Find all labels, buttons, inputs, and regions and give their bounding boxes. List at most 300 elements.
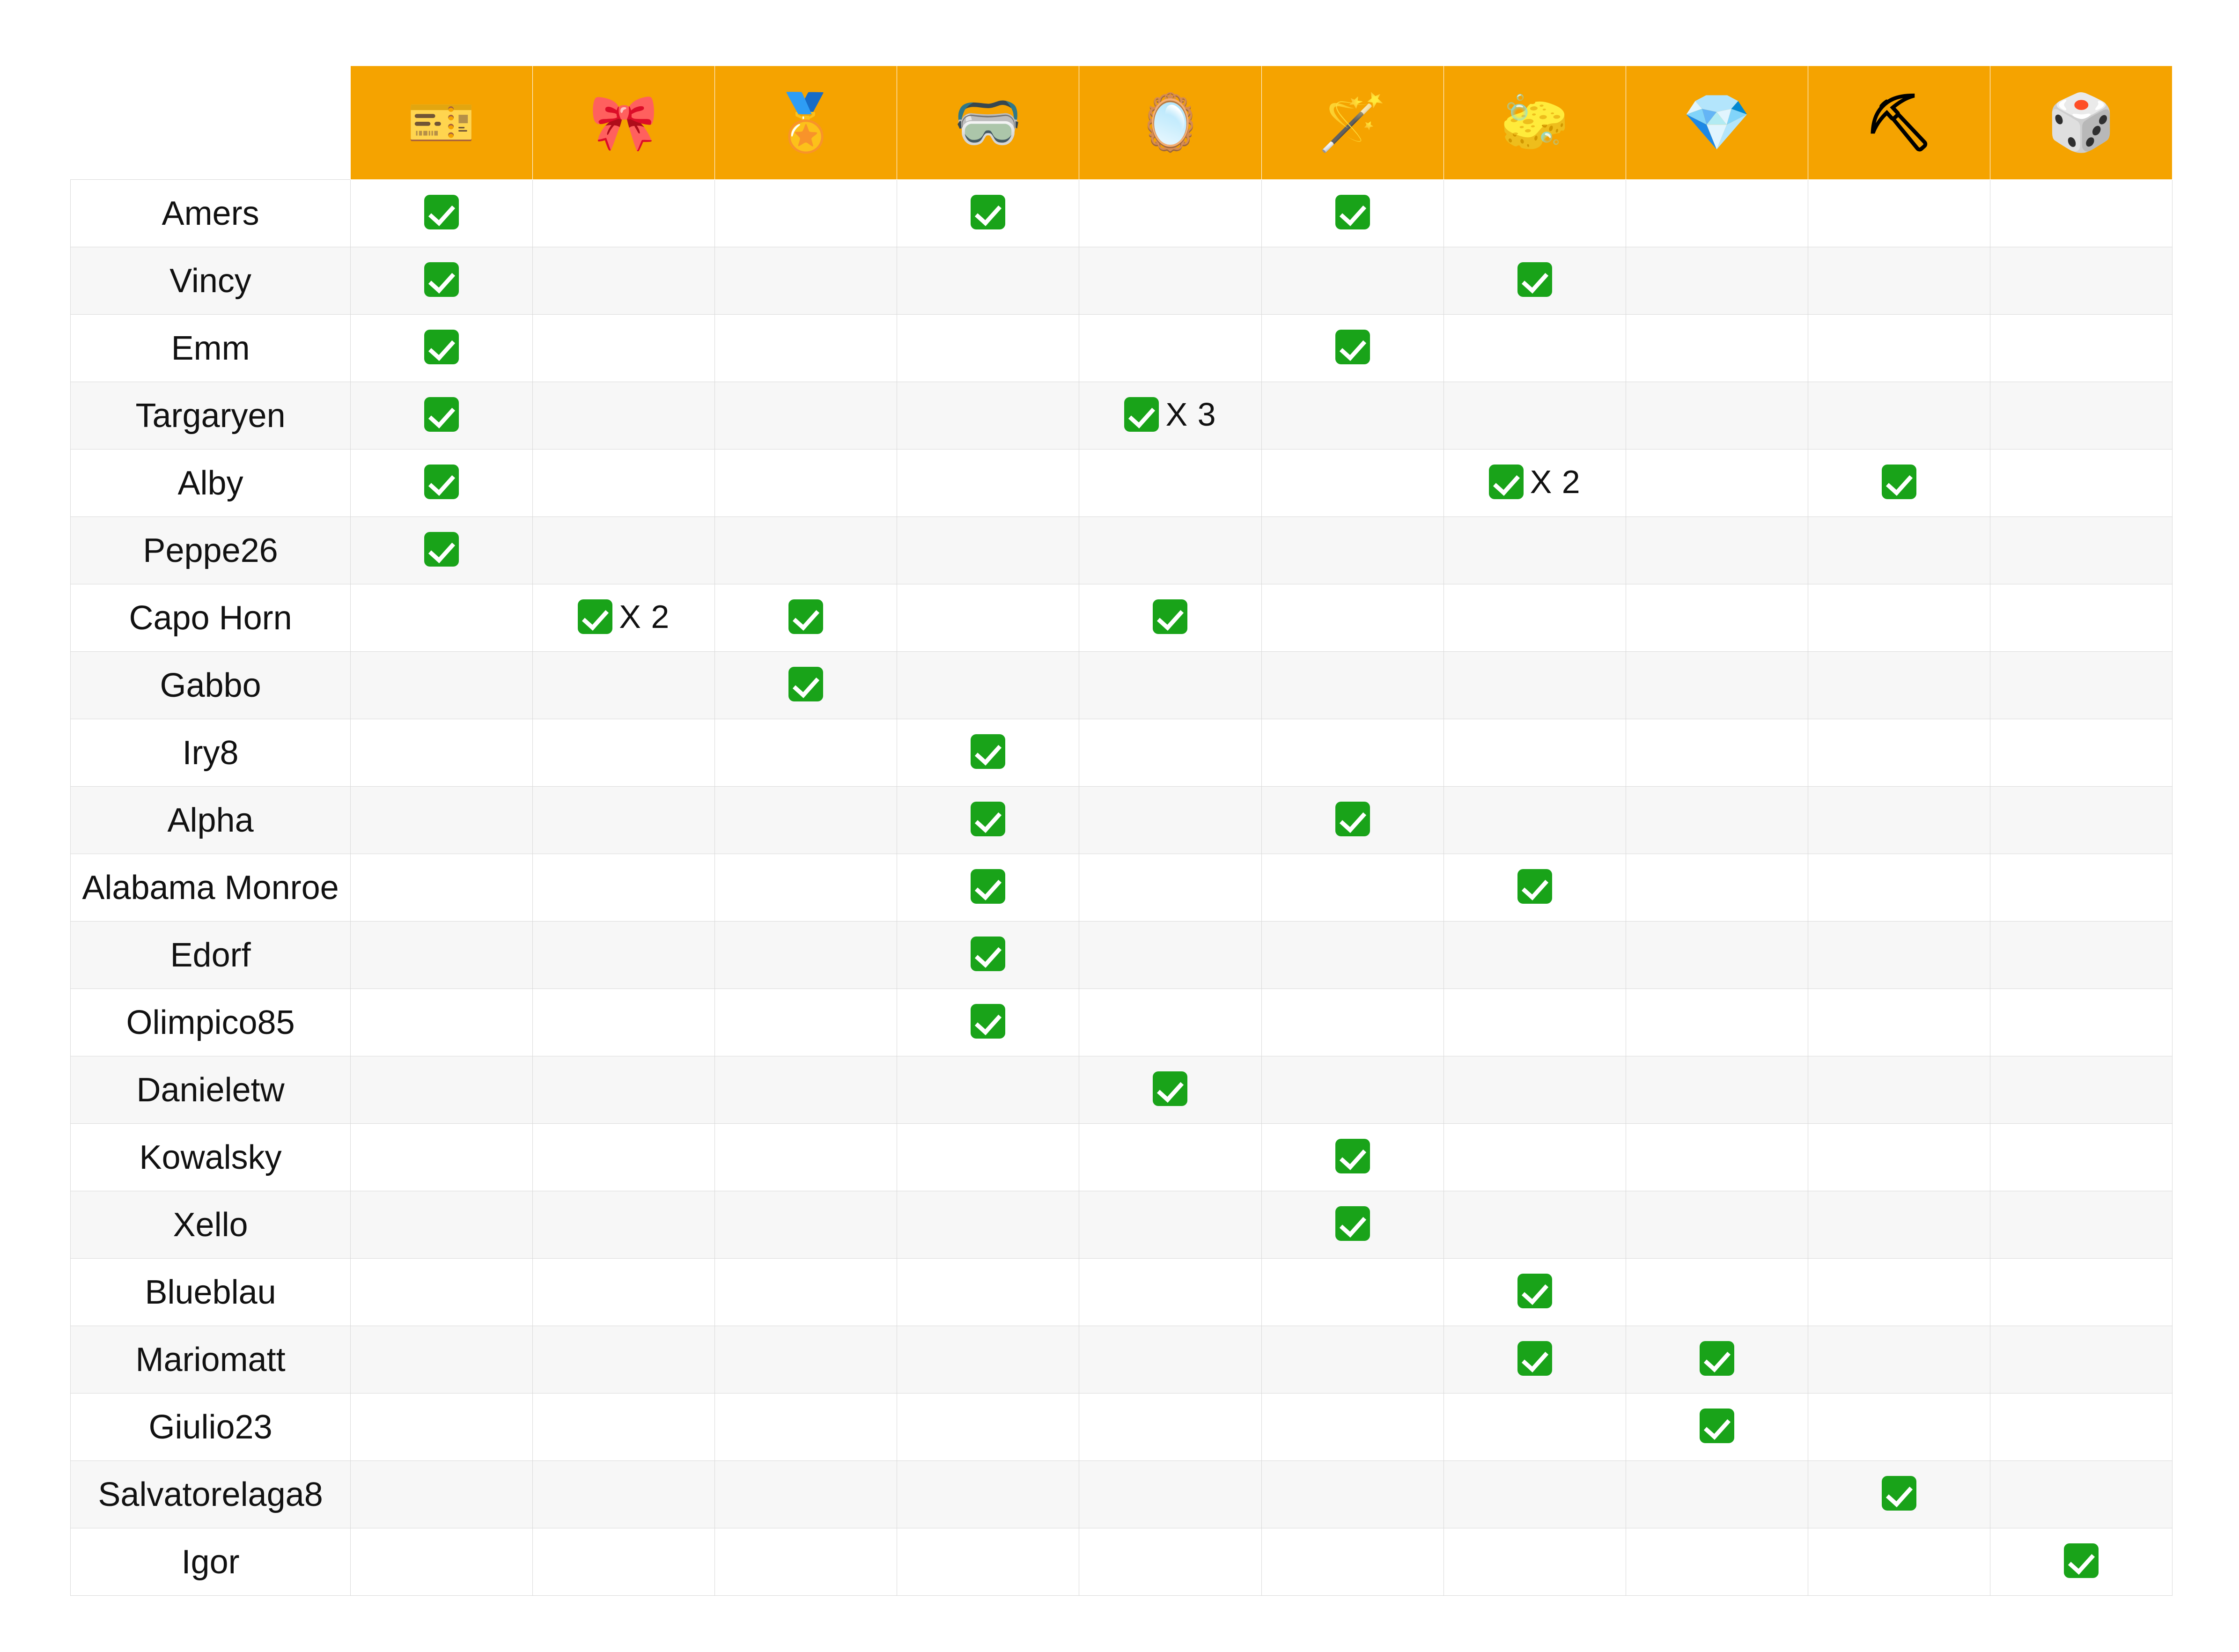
- cell-mirror[interactable]: [1079, 450, 1261, 517]
- cell-dice[interactable]: [1990, 450, 2172, 517]
- row-label[interactable]: Igor: [71, 1528, 351, 1596]
- cell-gem[interactable]: [1626, 517, 1808, 584]
- cell-ticket[interactable]: [351, 1461, 533, 1528]
- cell-sponge[interactable]: [1444, 1326, 1626, 1394]
- cell-ticket[interactable]: [351, 652, 533, 719]
- cell-dice[interactable]: [1990, 922, 2172, 989]
- cell-hammer[interactable]: [1808, 1191, 1990, 1259]
- table-row: [71, 922, 2173, 989]
- check-mark-icon: [424, 532, 459, 567]
- cell-goggles[interactable]: [897, 1394, 1079, 1461]
- cell-ribbon[interactable]: [533, 382, 715, 450]
- cell-ribbon[interactable]: [533, 1461, 715, 1528]
- cell-ribbon[interactable]: [533, 1191, 715, 1259]
- cell-mirror[interactable]: [1079, 1394, 1261, 1461]
- cell-sponge[interactable]: [1444, 922, 1626, 989]
- cell-hammer[interactable]: [1808, 989, 1990, 1056]
- checkmark-group: [971, 734, 1005, 769]
- cell-wand[interactable]: [1261, 1461, 1444, 1528]
- cell-ribbon[interactable]: [533, 1124, 715, 1191]
- cell-sponge[interactable]: [1444, 517, 1626, 584]
- cell-medal[interactable]: [715, 1056, 897, 1124]
- column-header-gem[interactable]: [1626, 66, 1808, 180]
- row-label[interactable]: Danieletw: [71, 1056, 351, 1124]
- cell-dice[interactable]: [1990, 315, 2172, 382]
- check-mark-icon: [424, 397, 459, 432]
- cell-ticket[interactable]: [351, 1124, 533, 1191]
- hand-mirror-icon: 🪞: [1136, 92, 1205, 154]
- cell-hammer[interactable]: [1808, 652, 1990, 719]
- row-label[interactable]: Peppe26: [71, 517, 351, 584]
- cell-goggles[interactable]: [897, 1259, 1079, 1326]
- cell-medal[interactable]: [715, 1259, 897, 1326]
- check-mark-icon: [1335, 1206, 1370, 1241]
- table-row: [71, 1191, 2173, 1259]
- table-row: [71, 180, 2173, 247]
- cell-medal[interactable]: [715, 180, 897, 247]
- cell-ribbon[interactable]: [533, 1056, 715, 1124]
- cell-gem[interactable]: [1626, 315, 1808, 382]
- row-label[interactable]: Amers: [71, 180, 351, 247]
- cell-ticket[interactable]: [351, 382, 533, 450]
- cell-ribbon[interactable]: [533, 517, 715, 584]
- checkmark-group: [971, 869, 1005, 904]
- column-header-dice[interactable]: [1990, 66, 2172, 180]
- cell-mirror[interactable]: [1079, 584, 1261, 652]
- cell-gem[interactable]: [1626, 1191, 1808, 1259]
- cell-dice[interactable]: [1990, 180, 2172, 247]
- table-row: [71, 1461, 2173, 1528]
- cell-sponge[interactable]: [1444, 854, 1626, 922]
- cell-medal[interactable]: [715, 1124, 897, 1191]
- goggles-icon: 🥽: [953, 92, 1023, 154]
- cell-ticket[interactable]: [351, 989, 533, 1056]
- cell-wand[interactable]: [1261, 1259, 1444, 1326]
- cell-goggles[interactable]: [897, 922, 1079, 989]
- cell-wand[interactable]: [1261, 1056, 1444, 1124]
- table-row: [71, 1056, 2173, 1124]
- table-header: [71, 66, 2173, 180]
- checklist-table: [70, 66, 2173, 1596]
- cell-mirror[interactable]: [1079, 247, 1261, 315]
- cell-dice[interactable]: [1990, 1056, 2172, 1124]
- cell-sponge[interactable]: [1444, 1528, 1626, 1596]
- quantity-label: X 2: [619, 598, 670, 635]
- cell-hammer[interactable]: [1808, 719, 1990, 787]
- cell-wand[interactable]: [1261, 922, 1444, 989]
- cell-mirror[interactable]: [1079, 1528, 1261, 1596]
- table-row: [71, 584, 2173, 652]
- table-row: [71, 1326, 2173, 1394]
- cell-mirror[interactable]: [1079, 1191, 1261, 1259]
- cell-goggles[interactable]: [897, 517, 1079, 584]
- check-mark-icon: [1335, 802, 1370, 836]
- cell-ticket[interactable]: [351, 1326, 533, 1394]
- cell-goggles[interactable]: [897, 1461, 1079, 1528]
- cell-wand[interactable]: [1261, 1528, 1444, 1596]
- cell-dice[interactable]: [1990, 247, 2172, 315]
- check-mark-icon: [424, 262, 459, 297]
- column-header-hammer[interactable]: [1808, 66, 1990, 180]
- cell-mirror[interactable]: [1079, 180, 1261, 247]
- cell-mirror[interactable]: [1079, 719, 1261, 787]
- cell-goggles[interactable]: [897, 1528, 1079, 1596]
- cell-dice[interactable]: [1990, 1326, 2172, 1394]
- cell-hammer[interactable]: [1808, 382, 1990, 450]
- row-label[interactable]: Emm: [71, 315, 351, 382]
- cell-goggles[interactable]: [897, 180, 1079, 247]
- column-header-ribbon[interactable]: [533, 66, 715, 180]
- cell-hammer[interactable]: [1808, 1461, 1990, 1528]
- cell-medal[interactable]: [715, 854, 897, 922]
- header-corner-cell: [71, 66, 351, 180]
- cell-wand[interactable]: [1261, 517, 1444, 584]
- cell-goggles[interactable]: [897, 450, 1079, 517]
- cell-ribbon[interactable]: [533, 787, 715, 854]
- row-label[interactable]: Blueblau: [71, 1259, 351, 1326]
- cell-gem[interactable]: [1626, 922, 1808, 989]
- cell-dice[interactable]: [1990, 1528, 2172, 1596]
- cell-ticket[interactable]: [351, 1056, 533, 1124]
- checkmark-group: [1700, 1409, 1734, 1443]
- check-mark-icon: [1153, 599, 1187, 634]
- cell-ribbon[interactable]: [533, 1259, 715, 1326]
- cell-medal[interactable]: [715, 652, 897, 719]
- cell-ticket[interactable]: [351, 517, 533, 584]
- cell-ribbon[interactable]: [533, 652, 715, 719]
- checkmark-group: [1517, 1274, 1552, 1308]
- checkmark-group: [1882, 465, 1916, 499]
- check-mark-icon: [1335, 1139, 1370, 1173]
- cell-ticket[interactable]: [351, 315, 533, 382]
- check-mark-icon: [971, 937, 1005, 971]
- cell-ribbon[interactable]: [533, 1326, 715, 1394]
- cell-ribbon[interactable]: [533, 1394, 715, 1461]
- table-body: [71, 180, 2173, 1596]
- cell-gem[interactable]: [1626, 584, 1808, 652]
- cell-hammer[interactable]: [1808, 517, 1990, 584]
- cell-wand[interactable]: [1261, 1124, 1444, 1191]
- row-label[interactable]: Olimpico85: [71, 989, 351, 1056]
- cell-goggles[interactable]: [897, 1326, 1079, 1394]
- cell-gem[interactable]: [1626, 1259, 1808, 1326]
- cell-hammer[interactable]: [1808, 1124, 1990, 1191]
- cell-ticket[interactable]: [351, 719, 533, 787]
- row-label[interactable]: Mariomatt: [71, 1326, 351, 1394]
- cell-mirror[interactable]: [1079, 1124, 1261, 1191]
- sports-medal-icon: 🏅: [771, 92, 840, 154]
- row-label[interactable]: Edorf: [71, 922, 351, 989]
- cell-ticket[interactable]: [351, 180, 533, 247]
- cell-mirror[interactable]: [1079, 382, 1261, 450]
- table-row: [71, 989, 2173, 1056]
- cell-hammer[interactable]: [1808, 450, 1990, 517]
- cell-dice[interactable]: [1990, 854, 2172, 922]
- cell-goggles[interactable]: [897, 719, 1079, 787]
- cell-sponge[interactable]: [1444, 719, 1626, 787]
- column-header-sponge[interactable]: [1444, 66, 1626, 180]
- cell-dice[interactable]: [1990, 652, 2172, 719]
- cell-hammer[interactable]: [1808, 1528, 1990, 1596]
- cell-wand[interactable]: [1261, 719, 1444, 787]
- cell-medal[interactable]: [715, 450, 897, 517]
- cell-mirror[interactable]: [1079, 517, 1261, 584]
- check-mark-icon: [788, 599, 823, 634]
- cell-sponge[interactable]: [1444, 989, 1626, 1056]
- cell-mirror[interactable]: [1079, 854, 1261, 922]
- check-mark-icon: [1489, 465, 1524, 499]
- cell-hammer[interactable]: [1808, 247, 1990, 315]
- cell-dice[interactable]: [1990, 1191, 2172, 1259]
- cell-dice[interactable]: [1990, 787, 2172, 854]
- cell-sponge[interactable]: [1444, 1056, 1626, 1124]
- table-row: [71, 1259, 2173, 1326]
- checkmark-group: [1335, 802, 1370, 836]
- cell-sponge[interactable]: [1444, 787, 1626, 854]
- cell-hammer[interactable]: [1808, 584, 1990, 652]
- cell-mirror[interactable]: [1079, 922, 1261, 989]
- cell-gem[interactable]: [1626, 652, 1808, 719]
- row-label[interactable]: Xello: [71, 1191, 351, 1259]
- cell-ribbon[interactable]: [533, 180, 715, 247]
- cell-medal[interactable]: [715, 787, 897, 854]
- row-label[interactable]: Iry8: [71, 719, 351, 787]
- cell-gem[interactable]: [1626, 450, 1808, 517]
- cell-wand[interactable]: [1261, 180, 1444, 247]
- cell-goggles[interactable]: [897, 247, 1079, 315]
- cell-goggles[interactable]: [897, 584, 1079, 652]
- check-mark-icon: [1517, 869, 1552, 904]
- cell-dice[interactable]: [1990, 1259, 2172, 1326]
- check-mark-icon: [971, 1004, 1005, 1039]
- cell-gem[interactable]: [1626, 989, 1808, 1056]
- cell-medal[interactable]: [715, 315, 897, 382]
- cell-ticket[interactable]: [351, 1394, 533, 1461]
- cell-sponge[interactable]: [1444, 1124, 1626, 1191]
- cell-medal[interactable]: [715, 1461, 897, 1528]
- cell-ticket[interactable]: [351, 247, 533, 315]
- cell-medal[interactable]: [715, 517, 897, 584]
- quantity-label: X 2: [1530, 464, 1581, 500]
- cell-ticket[interactable]: [351, 854, 533, 922]
- checkmark-group: [424, 465, 459, 499]
- column-header-mirror[interactable]: [1079, 66, 1261, 180]
- cell-hammer[interactable]: [1808, 315, 1990, 382]
- cell-sponge[interactable]: [1444, 1259, 1626, 1326]
- cell-medal[interactable]: [715, 382, 897, 450]
- cell-medal[interactable]: [715, 1394, 897, 1461]
- cell-wand[interactable]: [1261, 247, 1444, 315]
- cell-medal[interactable]: [715, 922, 897, 989]
- cell-medal[interactable]: [715, 247, 897, 315]
- row-label[interactable]: Giulio23: [71, 1394, 351, 1461]
- ticket-icon: 🎫: [407, 92, 476, 154]
- cell-mirror[interactable]: [1079, 1461, 1261, 1528]
- checkmark-group: [971, 195, 1005, 229]
- cell-mirror[interactable]: [1079, 1259, 1261, 1326]
- check-mark-icon: [1124, 397, 1159, 432]
- row-label[interactable]: Alpha: [71, 787, 351, 854]
- cell-goggles[interactable]: [897, 652, 1079, 719]
- cell-medal[interactable]: [715, 1326, 897, 1394]
- cell-hammer[interactable]: [1808, 1394, 1990, 1461]
- cell-goggles[interactable]: [897, 382, 1079, 450]
- cell-hammer[interactable]: [1808, 1326, 1990, 1394]
- cell-wand[interactable]: [1261, 584, 1444, 652]
- cell-ribbon[interactable]: [533, 315, 715, 382]
- cell-gem[interactable]: [1626, 854, 1808, 922]
- cell-goggles[interactable]: [897, 989, 1079, 1056]
- cell-medal[interactable]: [715, 584, 897, 652]
- cell-dice[interactable]: [1990, 1461, 2172, 1528]
- cell-sponge[interactable]: [1444, 382, 1626, 450]
- cell-gem[interactable]: [1626, 180, 1808, 247]
- cell-hammer[interactable]: [1808, 922, 1990, 989]
- cell-ticket[interactable]: [351, 1259, 533, 1326]
- cell-mirror[interactable]: [1079, 989, 1261, 1056]
- cell-ticket[interactable]: [351, 1528, 533, 1596]
- cell-ribbon[interactable]: [533, 719, 715, 787]
- cell-goggles[interactable]: [897, 1056, 1079, 1124]
- cell-ribbon[interactable]: [533, 922, 715, 989]
- cell-dice[interactable]: [1990, 719, 2172, 787]
- cell-dice[interactable]: [1990, 989, 2172, 1056]
- checkmark-group: [788, 667, 823, 701]
- cell-ribbon[interactable]: [533, 854, 715, 922]
- column-header-ticket[interactable]: [351, 66, 533, 180]
- cell-goggles[interactable]: [897, 315, 1079, 382]
- cell-gem[interactable]: [1626, 1124, 1808, 1191]
- cell-sponge[interactable]: [1444, 247, 1626, 315]
- cell-hammer[interactable]: [1808, 787, 1990, 854]
- cell-sponge[interactable]: [1444, 1191, 1626, 1259]
- cell-sponge[interactable]: [1444, 652, 1626, 719]
- checkmark-group: [1153, 599, 1187, 634]
- cell-goggles[interactable]: [897, 1124, 1079, 1191]
- cell-hammer[interactable]: [1808, 1259, 1990, 1326]
- cell-hammer[interactable]: [1808, 180, 1990, 247]
- cell-goggles[interactable]: [897, 854, 1079, 922]
- table-row: [71, 719, 2173, 787]
- cell-sponge[interactable]: [1444, 315, 1626, 382]
- cell-ticket[interactable]: [351, 584, 533, 652]
- checkmark-group: [1335, 1206, 1370, 1241]
- row-label[interactable]: Capo Horn: [71, 584, 351, 652]
- cell-gem[interactable]: [1626, 1461, 1808, 1528]
- cell-dice[interactable]: [1990, 382, 2172, 450]
- column-header-goggles[interactable]: [897, 66, 1079, 180]
- cell-gem[interactable]: [1626, 1394, 1808, 1461]
- cell-ticket[interactable]: [351, 922, 533, 989]
- cell-gem[interactable]: [1626, 719, 1808, 787]
- cell-gem[interactable]: [1626, 1528, 1808, 1596]
- check-mark-icon: [1700, 1409, 1734, 1443]
- cell-ticket[interactable]: [351, 787, 533, 854]
- cell-wand[interactable]: [1261, 652, 1444, 719]
- table-row: [71, 517, 2173, 584]
- cell-ribbon[interactable]: [533, 584, 715, 652]
- cell-gem[interactable]: [1626, 787, 1808, 854]
- column-header-medal[interactable]: [715, 66, 897, 180]
- cell-ribbon[interactable]: [533, 1528, 715, 1596]
- check-mark-icon: [1153, 1071, 1187, 1106]
- check-mark-icon: [971, 802, 1005, 836]
- table-row: [71, 247, 2173, 315]
- row-label[interactable]: Vincy: [71, 247, 351, 315]
- cell-wand[interactable]: [1261, 1394, 1444, 1461]
- cell-sponge[interactable]: [1444, 1461, 1626, 1528]
- cell-mirror[interactable]: [1079, 787, 1261, 854]
- cell-wand[interactable]: [1261, 989, 1444, 1056]
- cell-dice[interactable]: [1990, 1124, 2172, 1191]
- checkmark-group: [1882, 1476, 1916, 1511]
- cell-mirror[interactable]: [1079, 315, 1261, 382]
- cell-ribbon[interactable]: [533, 450, 715, 517]
- cell-mirror[interactable]: [1079, 1326, 1261, 1394]
- cell-sponge[interactable]: [1444, 180, 1626, 247]
- table-row: [71, 854, 2173, 922]
- cell-hammer[interactable]: [1808, 854, 1990, 922]
- checkmark-group: [424, 397, 459, 432]
- row-label[interactable]: Alabama Monroe: [71, 854, 351, 922]
- cell-mirror[interactable]: [1079, 1056, 1261, 1124]
- cell-wand[interactable]: [1261, 1326, 1444, 1394]
- row-label[interactable]: Kowalsky: [71, 1124, 351, 1191]
- cell-medal[interactable]: [715, 989, 897, 1056]
- cell-gem[interactable]: [1626, 382, 1808, 450]
- check-mark-icon: [1882, 465, 1916, 499]
- cell-wand[interactable]: [1261, 450, 1444, 517]
- checkmark-group: [1335, 195, 1370, 229]
- cell-ticket[interactable]: [351, 450, 533, 517]
- cell-sponge[interactable]: [1444, 1394, 1626, 1461]
- cell-gem[interactable]: [1626, 1056, 1808, 1124]
- cell-hammer[interactable]: [1808, 1056, 1990, 1124]
- cell-gem[interactable]: [1626, 247, 1808, 315]
- cell-wand[interactable]: [1261, 315, 1444, 382]
- checkmark-group: [424, 262, 459, 297]
- column-header-wand[interactable]: [1261, 66, 1444, 180]
- cell-goggles[interactable]: [897, 1191, 1079, 1259]
- cell-medal[interactable]: [715, 1191, 897, 1259]
- table-header-row: [71, 66, 2173, 180]
- row-label[interactable]: Gabbo: [71, 652, 351, 719]
- cell-ticket[interactable]: [351, 1191, 533, 1259]
- check-mark-icon: [971, 734, 1005, 769]
- cell-sponge[interactable]: [1444, 584, 1626, 652]
- cell-gem[interactable]: [1626, 1326, 1808, 1394]
- cell-dice[interactable]: [1990, 517, 2172, 584]
- cell-medal[interactable]: [715, 1528, 897, 1596]
- cell-wand[interactable]: [1261, 382, 1444, 450]
- cell-goggles[interactable]: [897, 787, 1079, 854]
- cell-wand[interactable]: [1261, 787, 1444, 854]
- cell-wand[interactable]: [1261, 1191, 1444, 1259]
- check-mark-icon: [1517, 1341, 1552, 1376]
- cell-ribbon[interactable]: [533, 989, 715, 1056]
- cell-ribbon[interactable]: [533, 247, 715, 315]
- cell-sponge[interactable]: [1444, 450, 1626, 517]
- row-label[interactable]: Salvatorelaga8: [71, 1461, 351, 1528]
- cell-mirror[interactable]: [1079, 652, 1261, 719]
- cell-dice[interactable]: [1990, 1394, 2172, 1461]
- cell-wand[interactable]: [1261, 854, 1444, 922]
- cell-dice[interactable]: [1990, 584, 2172, 652]
- row-label[interactable]: Alby: [71, 450, 351, 517]
- cell-medal[interactable]: [715, 719, 897, 787]
- checkmark-group: [1335, 1139, 1370, 1173]
- row-label[interactable]: Targaryen: [71, 382, 351, 450]
